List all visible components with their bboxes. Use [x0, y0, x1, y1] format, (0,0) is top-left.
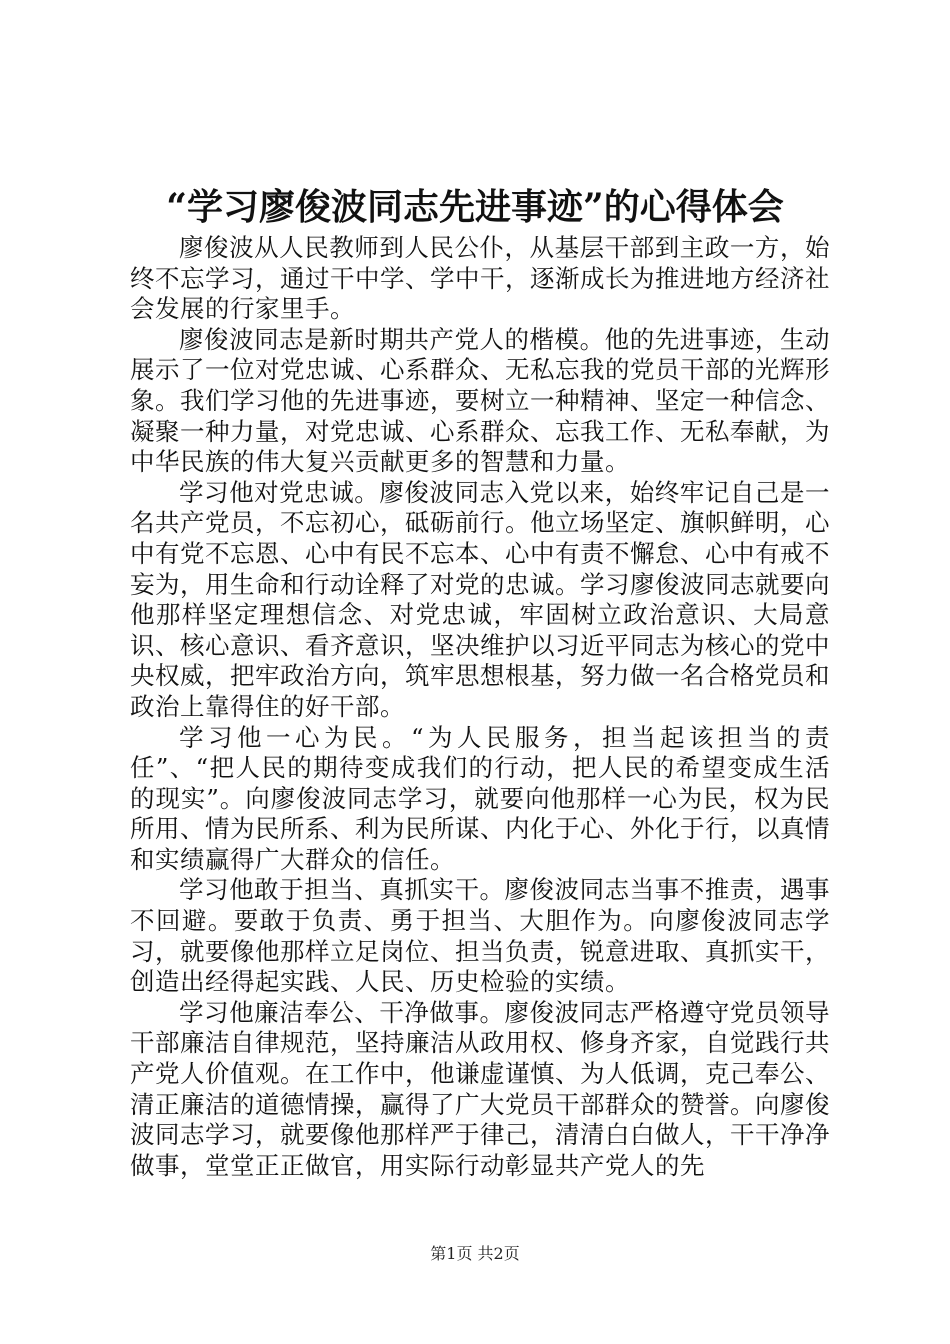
paragraph: 学习他廉洁奉公、干净做事。廖俊波同志严格遵守党员领导干部廉洁自律规范，坚持廉洁从政用权、修身齐家，自觉践行共产党人价值观。在工作中，他谦虚谨慎、为人低调，克己奉公、清正廉洁的道德情操，赢得了广大党员干部群众的赞誉。向廖俊波同志学习，就要像他那样严于律己，清清白白做人，干干净净做事，堂堂正正做官，用实际行动彰显共产党人的先: [130, 997, 830, 1180]
document-title: “学习廖俊波同志先进事迹”的心得体会: [166, 186, 784, 228]
paragraph: 学习他敢于担当、真抓实干。廖俊波同志当事不推责，遇事不回避。要敢于负责、勇于担当、大胆作为。向廖俊波同志学习，就要像他那样立足岗位、担当负责，锐意进取、真抓实干，创造出经得起实践、人民、历史检验的实绩。: [130, 875, 830, 997]
paragraph: 学习他对党忠诚。廖俊波同志入党以来，始终牢记自己是一名共产党员，不忘初心，砥砺前行。他立场坚定、旗帜鲜明，心中有党不忘恩、心中有民不忘本、心中有责不懈怠、心中有戒不妄为，用生命和行动诠释了对党的忠诚。学习廖俊波同志就要向他那样坚定理想信念、对党忠诚，牢固树立政治意识、大局意识、核心意识、看齐意识，坚决维护以习近平同志为核心的党中央权威，把牢政治方向，筑牢思想根基，努力做一名合格党员和政治上靠得住的好干部。: [130, 477, 830, 721]
page-number-footer: 第1页 共2页: [430, 1244, 520, 1263]
paragraph: 廖俊波同志是新时期共产党人的楷模。他的先进事迹，生动展示了一位对党忠诚、心系群众、无私忘我的党员干部的光辉形象。我们学习他的先进事迹，要树立一种精神、坚定一种信念、凝聚一种力量，对党忠诚、心系群众、忘我工作、无私奉献，为中华民族的伟大复兴贡献更多的智慧和力量。: [130, 324, 830, 477]
paragraph: 学习他一心为民。“为人民服务，担当起该担当的责任”、“把人民的期待变成我们的行动，把人民的希望变成生活的现实”。向廖俊波同志学习，就要向他那样一心为民，权为民所用、情为民所系、利为民所谋、内化于心、外化于行，以真情和实绩赢得广大群众的信任。: [130, 722, 830, 874]
document-body: [130, 233, 830, 1181]
paragraph: 廖俊波从人民教师到人民公仆，从基层干部到主政一方，始终不忘学习，通过干中学、学中干，逐渐成长为推进地方经济社会发展的行家里手。: [130, 233, 830, 324]
